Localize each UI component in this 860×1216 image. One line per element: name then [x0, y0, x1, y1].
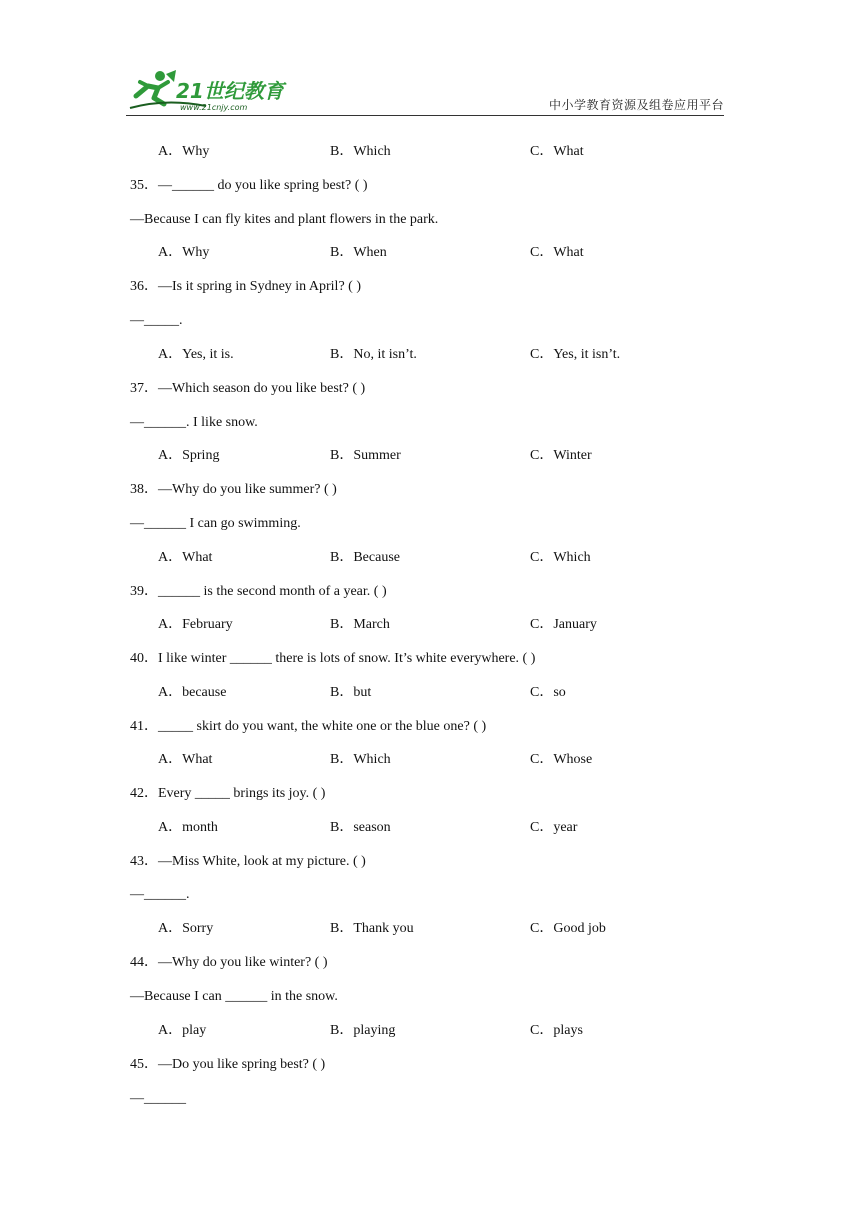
page-header [126, 68, 724, 116]
question-35-reply: —Because I can fly kites and plant flowers in the park. [130, 212, 439, 227]
option-c: C．What [530, 245, 584, 260]
option-c: C．so [530, 685, 566, 700]
question-43-reply: —______. [130, 887, 190, 902]
option-b: B．Which [330, 144, 391, 159]
option-c: C．Winter [530, 448, 592, 463]
question-36-reply: —_____. [130, 313, 183, 328]
option-c: C．Yes, it isn’t. [530, 347, 621, 362]
svg-text:21世纪教育: 21世纪教育 [176, 79, 284, 103]
option-b: B．but [330, 685, 372, 700]
platform-tagline: 中小学教育资源及组卷应用平台 [548, 98, 724, 112]
option-b: B．Because [330, 550, 400, 565]
option-b: B．No, it isn’t. [330, 347, 417, 362]
question-41-stem: 41．_____ skirt do you want, the white one or the blue one? ( ) [130, 719, 487, 734]
option-b: B．Which [330, 752, 391, 767]
question-45-reply: —______ [130, 1091, 186, 1106]
question-40-stem: 40．I like winter ______ there is lots of snow. It’s white everywhere. ( ) [130, 651, 536, 666]
option-c: C．What [530, 144, 584, 159]
option-a: A．What [158, 752, 213, 767]
question-39-stem: 39．______ is the second month of a year. ( ) [130, 584, 387, 599]
option-c: C．Whose [530, 752, 593, 767]
option-b: B．Thank you [330, 921, 414, 936]
option-a: A．Why [158, 144, 210, 159]
svg-text:www.21cnjy.com: www.21cnjy.com [180, 103, 248, 112]
option-b: B．When [330, 245, 387, 260]
question-37-stem: 37．—Which season do you like best? ( ) [130, 381, 366, 396]
question-38-stem: 38．—Why do you like summer? ( ) [130, 482, 337, 497]
question-45-stem: 45．—Do you like spring best? ( ) [130, 1057, 326, 1072]
option-c: C．Which [530, 550, 591, 565]
question-37-reply: —______. I like snow. [130, 415, 258, 430]
option-b: B．March [330, 617, 390, 632]
option-a: A．play [158, 1023, 207, 1038]
option-c: C．January [530, 617, 597, 632]
question-35-stem: 35．—______ do you like spring best? ( ) [130, 178, 368, 193]
option-b: B．season [330, 820, 391, 835]
option-a: A．Yes, it is. [158, 347, 234, 362]
option-b: B．playing [330, 1023, 396, 1038]
question-43-stem: 43．—Miss White, look at my picture. ( ) [130, 854, 366, 869]
option-a: A．Why [158, 245, 210, 260]
option-a: A．What [158, 550, 213, 565]
option-a: A．because [158, 685, 227, 700]
header-rule [126, 115, 724, 116]
question-44-reply: —Because I can ______ in the snow. [130, 989, 338, 1004]
logo [126, 68, 296, 114]
option-b: B．Summer [330, 448, 401, 463]
question-38-reply: —______ I can go swimming. [130, 516, 301, 531]
option-a: A．Sorry [158, 921, 214, 936]
runner-logo-icon [126, 68, 296, 114]
option-a: A．Spring [158, 448, 220, 463]
option-c: C．plays [530, 1023, 583, 1038]
question-44-stem: 44．—Why do you like winter? ( ) [130, 955, 328, 970]
option-a: A．month [158, 820, 218, 835]
option-c: C．Good job [530, 921, 606, 936]
question-36-stem: 36．—Is it spring in Sydney in April? ( ) [130, 279, 361, 294]
option-c: C．year [530, 820, 578, 835]
option-a: A．February [158, 617, 233, 632]
question-42-stem: 42．Every _____ brings its joy. ( ) [130, 786, 326, 801]
